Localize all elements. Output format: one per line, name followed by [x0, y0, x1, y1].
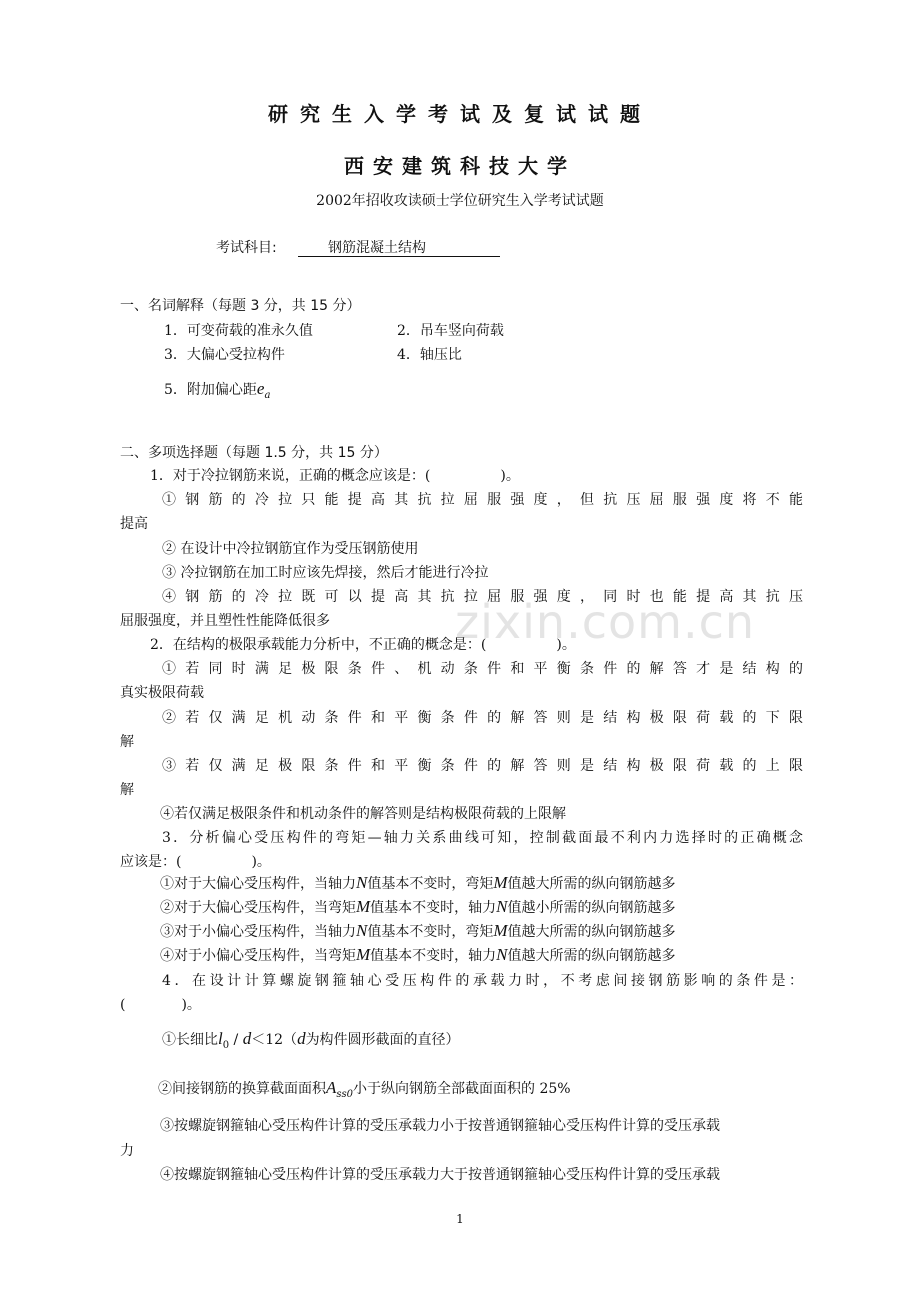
q4-stem: 4．在设计计算螺旋钢箍轴心受压构件的承载力时，不考虑间接钢筋影响的条件是： — [162, 973, 803, 989]
q3-stem: 3．分析偏心受压构件的弯矩—轴力关系曲线可知，控制截面最不利内力选择时的正确概念 — [162, 830, 803, 846]
q4-o1-tail: 为构件圆形截面的直径） — [305, 1032, 460, 1048]
s1-item-2: 2．吊车竖向荷载 — [397, 323, 504, 339]
formula-e: e — [256, 379, 265, 398]
symbol-d2: d — [297, 1029, 306, 1048]
university-name: 西安建筑科技大学 — [344, 154, 576, 178]
q2-stem: 2．在结构的极限承载能力分析中，不正确的概念是：( )。 — [150, 637, 576, 653]
watermark: zixin.com.cn — [455, 595, 756, 649]
q1-option-4: ④ 钢 筋 的 冷 拉 既 可 以 提 高 其 抗 拉 屈 服 强 度 ， 同 时 也 能 提 高 其 抗 压 — [162, 589, 803, 605]
page-title: 研究生入学考试及复试试题 — [268, 102, 652, 126]
q3-o3-part1: ③对于小偏心受压构件，当轴力 — [160, 924, 356, 940]
s1-item-5 — [164, 379, 270, 401]
symbol-A: A — [326, 1078, 337, 1097]
q3-option-1 — [160, 873, 676, 893]
q2-option-3-cont: 解 — [120, 782, 134, 798]
exam-subtitle: 2002年招收攻读硕士学位研究生入学考试试题 — [316, 193, 604, 209]
symbol-l: l — [218, 1029, 223, 1048]
q2-option-3: ③ 若 仅 满 足 极 限 条 件 和 平 衡 条 件 的 解 答 则 是 结 构 极 限 荷 载 的 上 限 — [162, 758, 803, 774]
symbol-A-sub: ss0 — [336, 1089, 354, 1100]
q4-stem-cont: ( )。 — [120, 997, 201, 1013]
q1-option-1-cont: 提高 — [120, 516, 148, 532]
symbol-M: M — [356, 897, 371, 916]
q3-o4-part1: ④对于小偏心受压构件，当弯矩 — [160, 948, 356, 964]
q3-o4-part2: 值基本不变时，轴力 — [370, 948, 497, 964]
q3-o4-part3: 值越大所需的纵向钢筋越多 — [507, 948, 676, 964]
section2-heading: 二、多项选择题（每题 1.5 分，共 15 分） — [120, 445, 388, 461]
symbol-N: N — [496, 897, 508, 916]
q2-option-1-cont: 真实极限荷载 — [120, 685, 204, 701]
q2-option-2-cont: 解 — [120, 734, 134, 750]
s1-item-5-text: 5．附加偏心距 — [164, 382, 257, 398]
symbol-N: N — [496, 945, 508, 964]
q2-option-1: ① 若 同 时 满 足 极 限 条 件 、 机 动 条 件 和 平 衡 条 件 的 解 答 才 是 结 构 的 — [162, 661, 803, 677]
q2-option-4: ④若仅满足极限条件和机动条件的解答则是结构极限荷载的上限解 — [160, 806, 566, 822]
q1-option-3: ③ 冷拉钢筋在加工时应该先焊接，然后才能进行冷拉 — [162, 565, 489, 581]
q3-o2-part3: 值越小所需的纵向钢筋越多 — [507, 900, 676, 916]
q4-option-2 — [158, 1078, 571, 1100]
symbol-N: N — [356, 873, 368, 892]
section1-heading: 一、名词解释（每题 3 分，共 15 分） — [120, 298, 361, 314]
s1-item-3: 3．大偏心受拉构件 — [164, 347, 285, 363]
q4-o1-pre: ①长细比 — [162, 1032, 218, 1048]
symbol-M: M — [493, 921, 508, 940]
symbol-d: d — [242, 1029, 252, 1048]
symbol-M: M — [356, 945, 371, 964]
q3-o2-part1: ②对于大偏心受压构件，当弯矩 — [160, 900, 356, 916]
q4-option-3-cont: 力 — [120, 1143, 134, 1159]
q1-option-4-cont: 屈服强度，并且塑性性能降低很多 — [120, 613, 330, 629]
q4-o1-div: / — [229, 1032, 243, 1048]
symbol-N: N — [356, 921, 368, 940]
q3-option-2 — [160, 897, 676, 917]
symbol-M: M — [493, 873, 508, 892]
q3-o1-part2: 值基本不变时，弯矩 — [367, 876, 494, 892]
page-number: 1 — [456, 1212, 464, 1226]
formula-e-sub: a — [264, 390, 271, 401]
q1-stem: 1．对于冷拉钢筋来说，正确的概念应该是：( )。 — [150, 468, 520, 484]
symbol-l-sub: 0 — [222, 1040, 230, 1051]
q4-option-1 — [162, 1029, 460, 1051]
q4-o1-post: ＜12（ — [251, 1032, 298, 1048]
q4-option-4: ④按螺旋钢箍轴心受压构件计算的受压承载力大于按普通钢箍轴心受压构件计算的受压承载 — [160, 1167, 720, 1183]
subject-label: 考试科目: — [216, 240, 277, 256]
q3-o3-part3: 值越大所需的纵向钢筋越多 — [507, 924, 676, 940]
s1-item-4: 4．轴压比 — [397, 347, 462, 363]
q1-option-1: ① 钢 筋 的 冷 拉 只 能 提 高 其 抗 拉 屈 服 强 度 ， 但 抗 压 屈 服 强 度 将 不 能 — [162, 492, 803, 508]
q4-option-3: ③按螺旋钢箍轴心受压构件计算的受压承载力小于按普通钢箍轴心受压构件计算的受压承载 — [160, 1118, 720, 1134]
q4-o2-post: 小于纵向钢筋全部截面面积的 25% — [353, 1081, 571, 1097]
s1-item-1: 1．可变荷载的准永久值 — [164, 323, 313, 339]
q2-option-2: ② 若 仅 满 足 机 动 条 件 和 平 衡 条 件 的 解 答 则 是 结 构 极 限 荷 载 的 下 限 — [162, 710, 803, 726]
q3-o1-part1: ①对于大偏心受压构件，当轴力 — [160, 876, 356, 892]
subject-value: 钢筋混凝土结构 — [298, 237, 500, 257]
q3-o3-part2: 值基本不变时，弯矩 — [367, 924, 494, 940]
q3-option-3 — [160, 921, 676, 941]
q1-option-2: ② 在设计中冷拉钢筋宜作为受压钢筋使用 — [162, 541, 419, 557]
q3-option-4 — [160, 945, 676, 965]
q3-o1-part3: 值越大所需的纵向钢筋越多 — [507, 876, 676, 892]
q4-o2-pre: ②间接钢筋的换算截面面积 — [158, 1081, 326, 1097]
q3-stem-cont: 应该是：( )。 — [120, 854, 271, 870]
q3-o2-part2: 值基本不变时，轴力 — [370, 900, 497, 916]
